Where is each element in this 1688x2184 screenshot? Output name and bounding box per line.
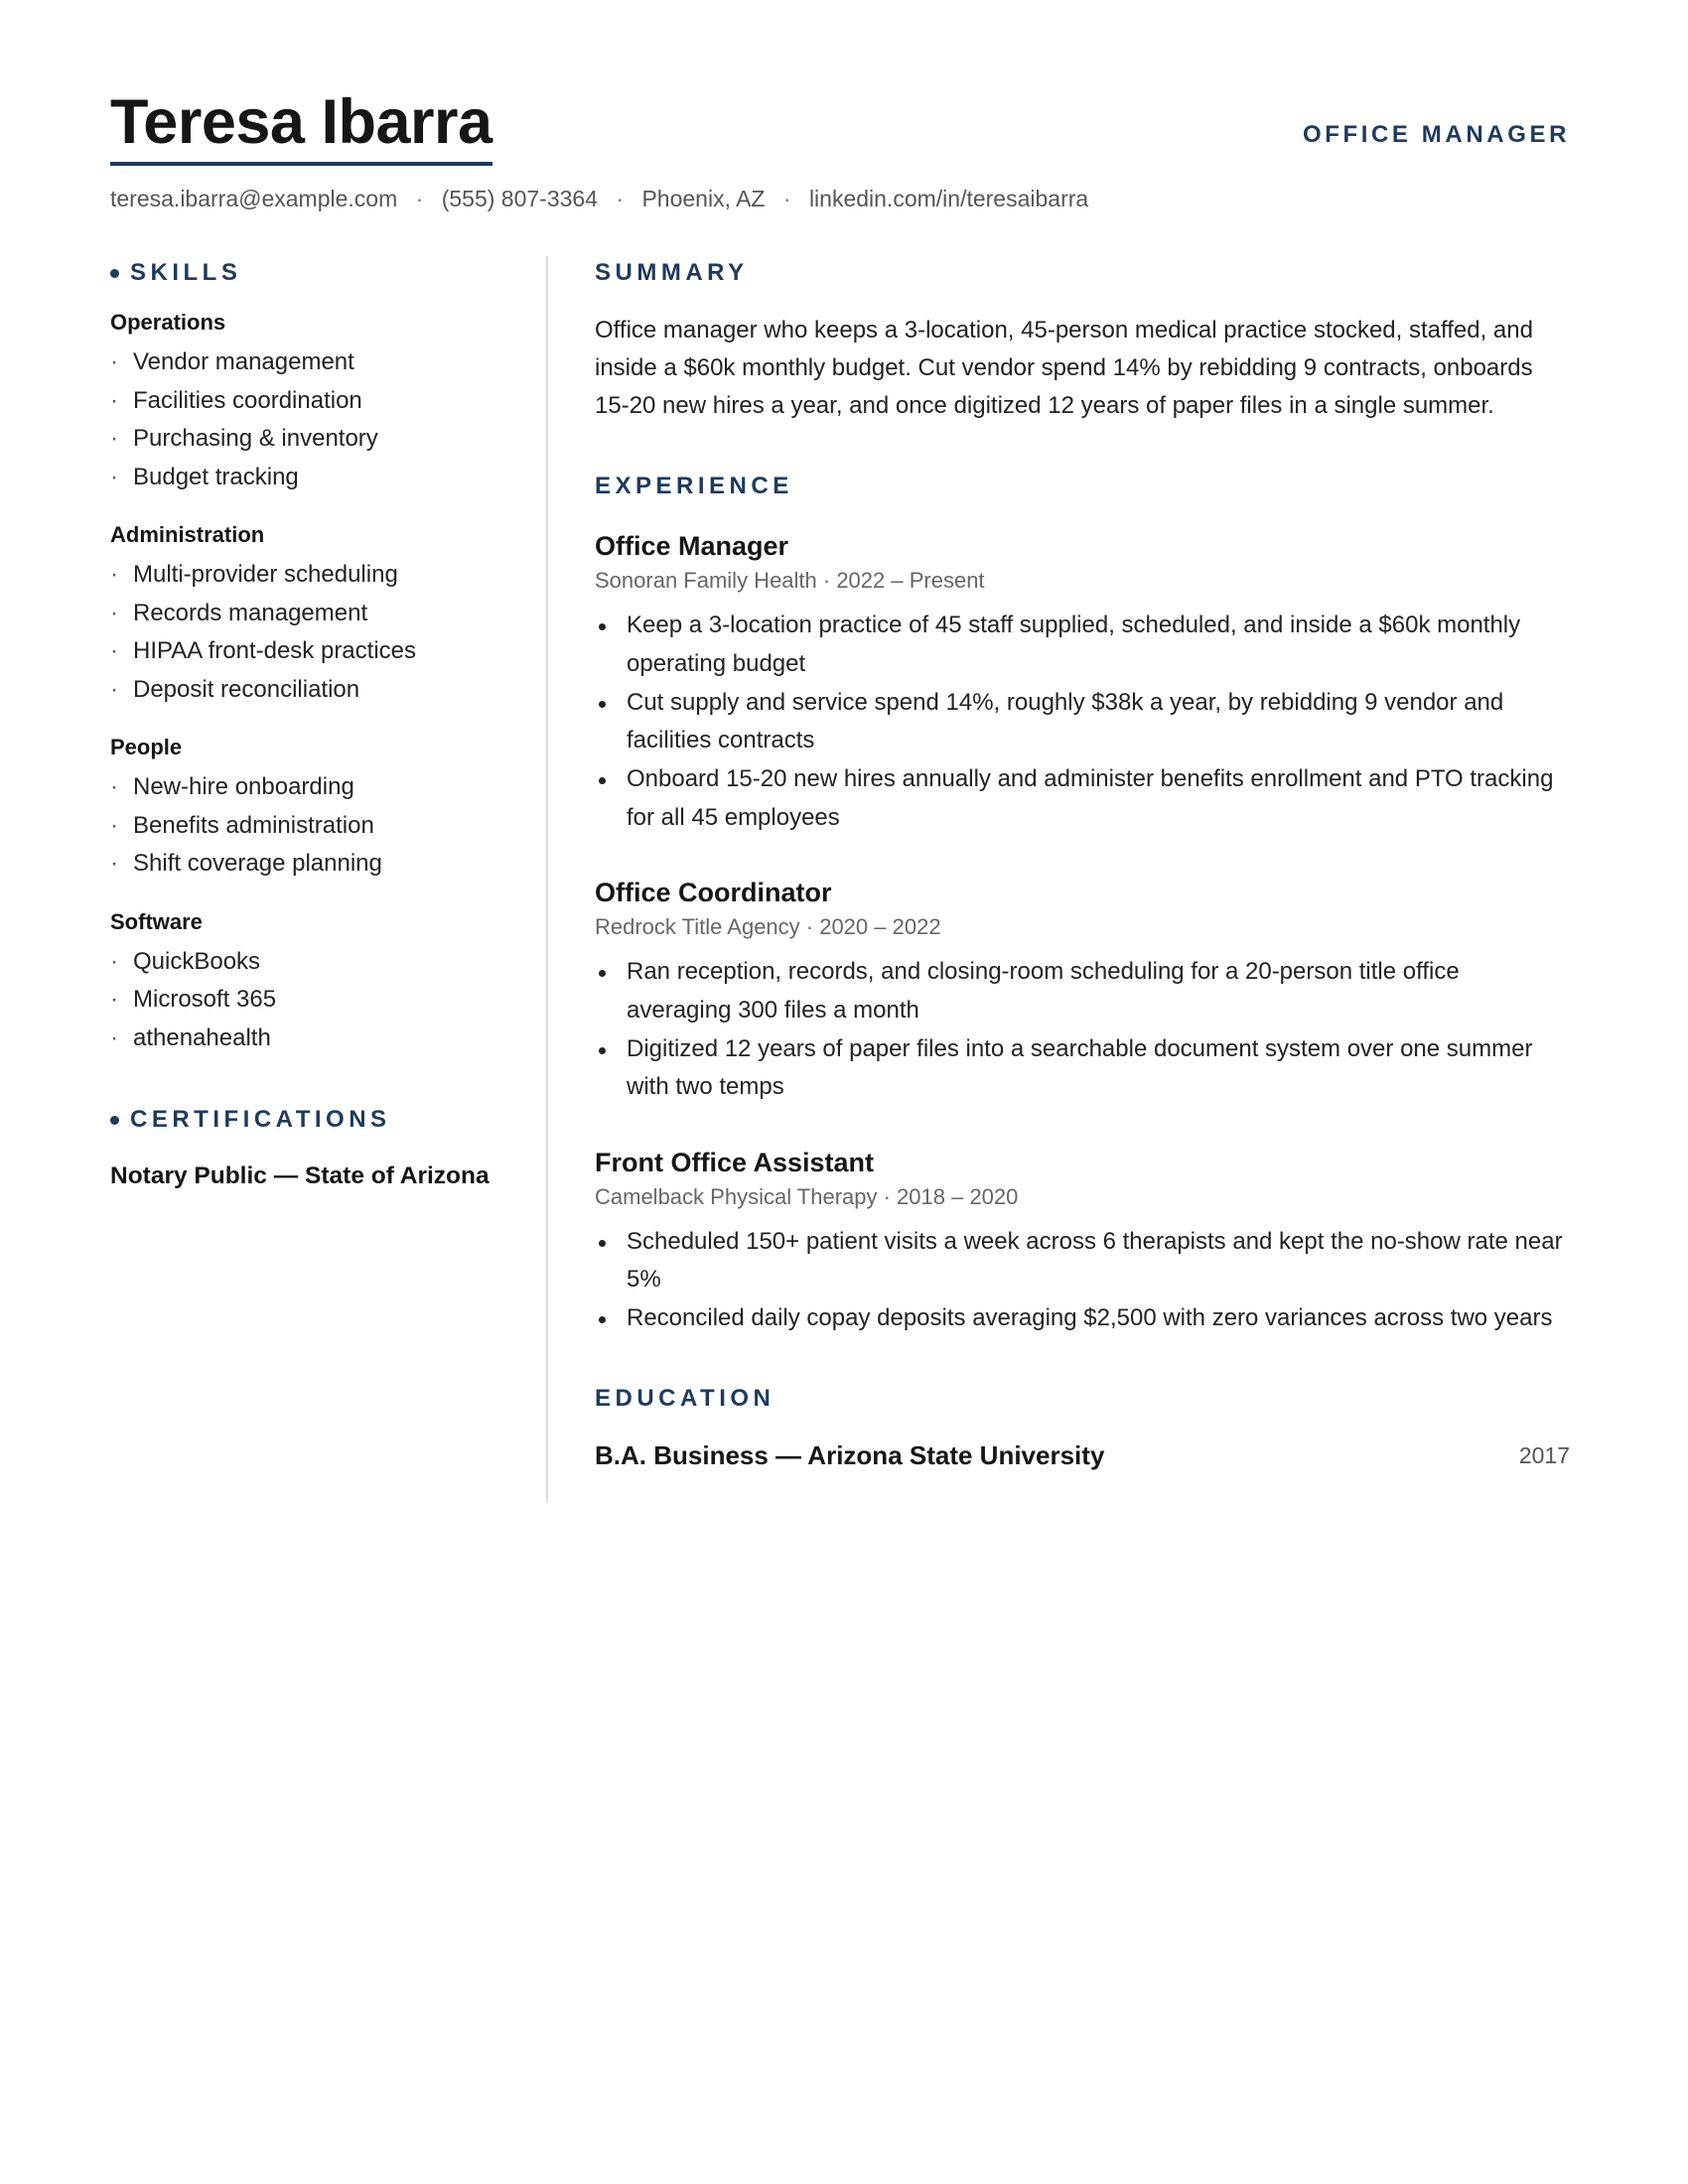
certifications-section-title — [110, 1103, 527, 1137]
skill-item: · Facilities coordination — [110, 382, 527, 421]
education-degree: B.A. Business — Arizona State University — [595, 1439, 1105, 1470]
column-divider — [546, 256, 548, 1502]
job-bullet: Scheduled 150+ patient visits a week across 6 therapists and kept the no-show rate near 5% — [595, 1223, 1570, 1299]
skill-group-title: People — [110, 735, 183, 759]
job-bullet-list — [595, 607, 1570, 837]
skill-item: · HIPAA front-desk practices — [110, 632, 527, 671]
bullet-dot-icon — [110, 269, 119, 278]
job-bullet: Reconciled daily copay deposits averaging $2,500 with zero variances across two years — [595, 1299, 1570, 1338]
contact-linkedin[interactable]: linkedin.com/in/teresaibarra — [808, 186, 1089, 211]
skills-title-text: SKILLS — [130, 259, 242, 286]
contact-line — [110, 186, 1088, 212]
experience-list — [595, 528, 1570, 1338]
education-section-title: EDUCATION — [595, 1384, 775, 1412]
skill-item: · Vendor management — [110, 343, 527, 382]
job-role-title: OFFICE MANAGER — [1302, 121, 1570, 148]
skill-item: · Budget tracking — [110, 459, 527, 497]
skill-group — [110, 520, 527, 709]
contact-separator: · — [782, 186, 791, 211]
skill-item: · Microsoft 365 — [110, 981, 527, 1020]
education-entry — [595, 1437, 1570, 1473]
experience-section-title: EXPERIENCE — [595, 473, 793, 499]
skills-section-title — [110, 256, 527, 290]
job-bullet: Ran reception, records, and closing-room scheduling for a 20-person title office averaging 300 files a month — [595, 953, 1570, 1029]
job-title: Office Coordinator — [595, 878, 832, 907]
job-bullet-list — [595, 953, 1570, 1107]
candidate-name: Teresa Ibarra — [110, 83, 492, 166]
skill-list — [110, 343, 527, 496]
resume-header — [110, 83, 1570, 166]
certifications-title-text: CERTIFICATIONS — [130, 1106, 391, 1133]
summary-text: Office manager who keeps a 3-location, 45-person medical practice stocked, staffed, and inside a $60k monthly budget. Cut vendor spend 14% by rebidding 9 contracts, onboards 15-20 new hires a year, and once digitized 12 years of paper files in a single summer. — [595, 317, 1533, 419]
skill-item: · Benefits administration — [110, 807, 527, 846]
contact-phone[interactable]: (555) 807-3364 — [441, 186, 598, 211]
contact-separator: · — [415, 186, 424, 211]
job-bullet-list — [595, 1223, 1570, 1338]
job-meta: Sonoran Family Health · 2022 – Present — [595, 568, 985, 593]
skill-item: · Deposit reconciliation — [110, 671, 527, 710]
job-meta: Camelback Physical Therapy · 2018 – 2020 — [595, 1183, 1019, 1209]
skill-item: · athenahealth — [110, 1020, 527, 1058]
skill-group-title: Software — [110, 908, 203, 934]
job-bullet: Digitized 12 years of paper files into a searchable document system over one summer with two temps — [595, 1030, 1570, 1107]
job-entry — [595, 875, 1570, 1107]
skill-groups — [110, 308, 527, 1057]
education-year: 2017 — [1518, 1441, 1570, 1468]
contact-separator: · — [616, 186, 625, 211]
skill-list — [110, 556, 527, 709]
contact-email[interactable]: teresa.ibarra@example.com — [110, 186, 398, 211]
skill-item: · QuickBooks — [110, 943, 527, 982]
job-bullet: Keep a 3-location practice of 45 staff supplied, scheduled, and inside a $60k monthly operating budget — [595, 607, 1570, 683]
skill-item: · Multi-provider scheduling — [110, 556, 527, 595]
skill-list — [110, 768, 527, 884]
summary-section-title: SUMMARY — [595, 259, 749, 286]
job-title: Front Office Assistant — [595, 1147, 875, 1177]
contact-location: Phoenix, AZ — [641, 186, 766, 211]
skill-item: · Records management — [110, 595, 527, 633]
skill-group — [110, 308, 527, 496]
skill-group — [110, 733, 527, 884]
skill-list — [110, 943, 527, 1058]
right-column — [595, 256, 1570, 1473]
job-entry — [595, 528, 1570, 837]
job-entry — [595, 1145, 1570, 1338]
skill-item: · Purchasing & inventory — [110, 420, 527, 459]
job-bullet: Onboard 15-20 new hires annually and administer benefits enrollment and PTO tracking for all 45 employees — [595, 760, 1570, 837]
left-column — [110, 256, 527, 1193]
skill-group — [110, 907, 527, 1058]
skill-group-title: Administration — [110, 522, 265, 547]
job-meta: Redrock Title Agency · 2020 – 2022 — [595, 914, 941, 939]
skill-item: · Shift coverage planning — [110, 845, 527, 884]
skill-group-title: Operations — [110, 310, 226, 335]
job-title: Office Manager — [595, 531, 789, 561]
bullet-dot-icon — [110, 1116, 119, 1125]
job-bullet: Cut supply and service spend 14%, roughly $38k a year, by rebidding 9 vendor and facilities contracts — [595, 684, 1570, 760]
skill-item: · New-hire onboarding — [110, 768, 527, 807]
certification-item: Notary Public — State of Arizona — [110, 1162, 490, 1189]
